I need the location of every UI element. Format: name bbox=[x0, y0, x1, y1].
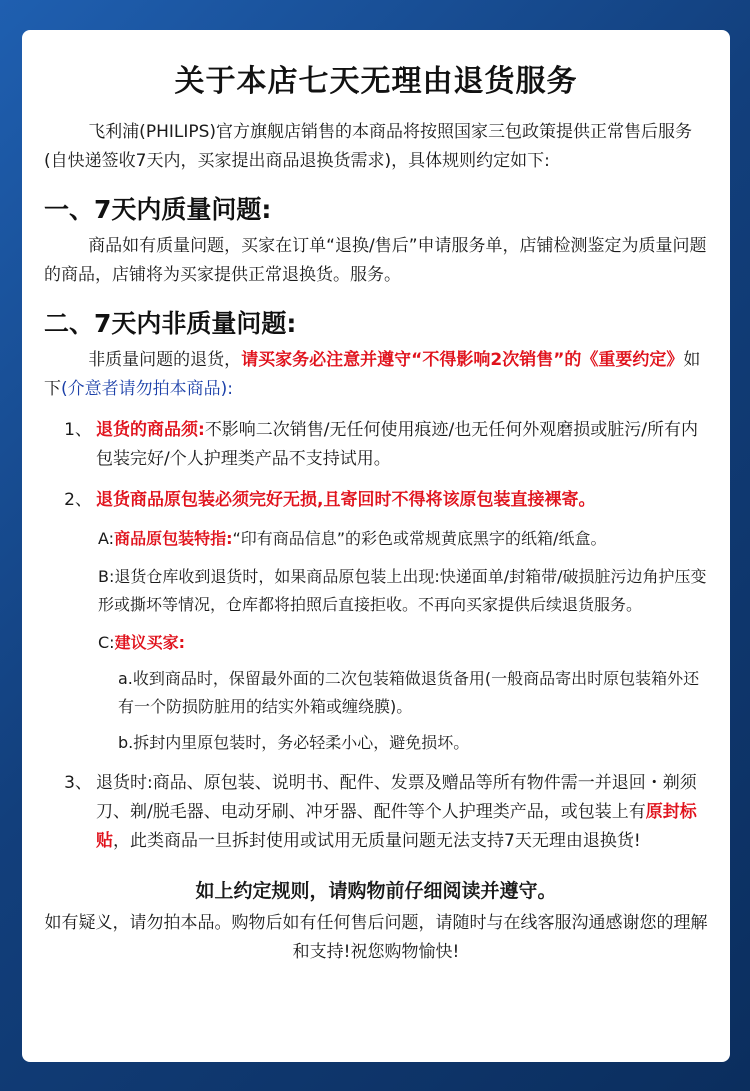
rule-item-3 bbox=[44, 769, 708, 856]
sub-rule-prefix: A: bbox=[98, 529, 115, 548]
page-title: 关于本店七天无理由退货服务 bbox=[174, 64, 578, 99]
rule-body: 退货商品原包装必须完好无损,且寄回时不得将该原包装直接裸寄。 bbox=[96, 490, 596, 510]
section2-body-prefix: 非质量问题的退货， bbox=[88, 350, 242, 370]
rule-item-2 bbox=[44, 486, 708, 515]
rule-body-a: 退货时:商品、原包装、说明书、配件、发票及赠品等所有物件需一并退回・剃须刀、剃/脱毛器、电动牙刷、冲牙器、配件等个人护理类产品，或包装上有 bbox=[96, 773, 697, 822]
rule-number: 3、 bbox=[64, 773, 92, 793]
rule-label: 退货的商品须: bbox=[96, 420, 205, 440]
caution-note: (介意者请勿拍本商品): bbox=[61, 379, 233, 399]
rule-number: 2、 bbox=[64, 490, 92, 510]
sub-rule-body: “印有商品信息”的彩色或常规黄底黑字的纸箱/纸盒。 bbox=[232, 529, 607, 548]
sub-rule-label: 商品原包装特指: bbox=[114, 529, 233, 548]
rule-body-b: ，此类商品一旦拆封使用或试用无质量问题无法支持7天无理由退换货! bbox=[113, 831, 641, 851]
rule-body: 不影响二次销售/无任何使用痕迹/也无任何外观磨损或脏污/所有内包装完好/个人护理类产品不支持试用。 bbox=[96, 420, 698, 469]
footer-notice: 如上约定规则，请购物前仔细阅读并遵守。 bbox=[195, 880, 557, 902]
sub-rule-label: 建议买家: bbox=[114, 633, 185, 652]
important-notice: 请买家务必注意并遵守“不得影响2次销售”的《重要约定》 bbox=[241, 350, 684, 370]
intro-paragraph: 飞利浦(PHILIPS)官方旗舰店销售的本商品将按照国家三包政策提供正常售后服务(自快递签收7天内，买家提出商品退换货需求)，具体规则约定如下: bbox=[44, 122, 693, 171]
sub-rule-prefix: C: bbox=[98, 633, 115, 652]
rule-text bbox=[96, 769, 708, 856]
suggestion-b: b.拆封内里原包装时，务必轻柔小心，避免损坏。 bbox=[118, 733, 470, 752]
rule-item-1 bbox=[44, 416, 708, 474]
sub-rule-a bbox=[44, 525, 708, 553]
section2-heading: 二、7天内非质量问题: bbox=[44, 309, 297, 338]
section1-body: 商品如有质量问题，买家在订单“退换/售后”申请服务单，店铺检测鉴定为质量问题的商品，店铺将为买家提供正常退换货。服务。 bbox=[44, 236, 707, 285]
footer-text: 如有疑义，请勿拍本品。购物后如有任何售后问题，请随时与在线客服沟通感谢您的理解和支持!祝您购物愉快! bbox=[44, 913, 708, 962]
section1-heading: 一、7天内质量问题: bbox=[44, 195, 272, 224]
seal-label-highlight: 原封标贴 bbox=[96, 802, 697, 851]
rule-number: 1、 bbox=[64, 420, 92, 440]
policy-card bbox=[22, 30, 730, 1062]
sub-rule-c bbox=[44, 629, 708, 657]
rule-text bbox=[96, 416, 708, 474]
sub-rule-b: B:退货仓库收到退货时，如果商品原包装上出现:快递面单/封箱带/破损脏污边角护压变形或撕坏等情况，仓库都将拍照后直接拒收。不再向买家提供后续退货服务。 bbox=[98, 567, 707, 614]
suggestion-a: a.收到商品时，保留最外面的二次包装箱做退货备用(一般商品寄出时原包装箱外还有一个防损防脏用的结实外箱或缠绕膜)。 bbox=[118, 669, 700, 716]
section2-body-mid: 如下 bbox=[44, 350, 701, 399]
section2-body bbox=[44, 346, 708, 404]
